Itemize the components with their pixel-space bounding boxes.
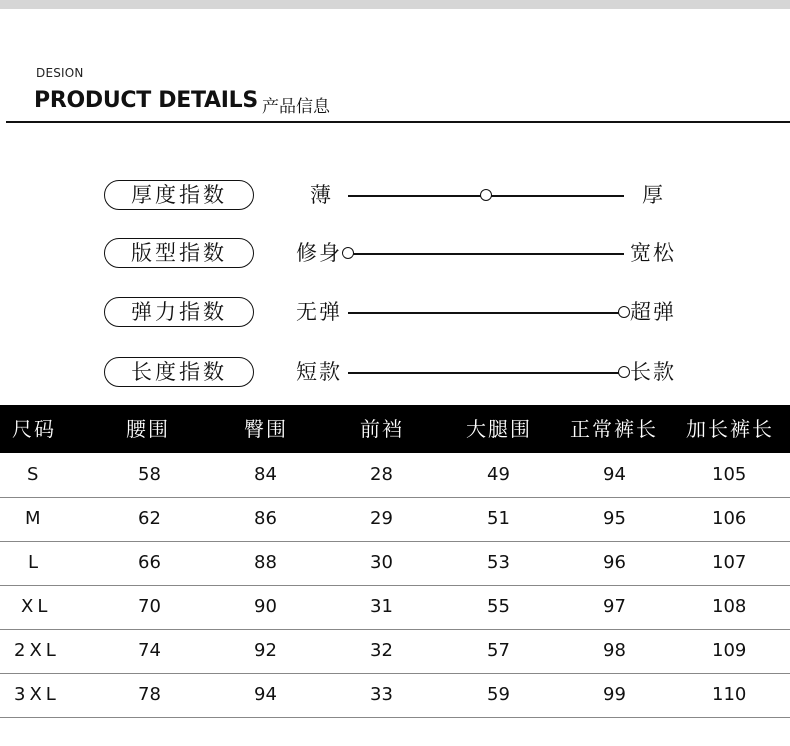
indicator-label: 弹力指数 xyxy=(104,297,254,327)
indicator-fit xyxy=(0,238,790,278)
indicator-right-label: 宽松 xyxy=(630,241,676,265)
cell-size: L xyxy=(28,552,43,573)
page-subtitle: 产品信息 xyxy=(262,97,330,117)
header-thigh: 大腿围 xyxy=(466,417,532,441)
header-regular-length: 正常裤长 xyxy=(570,417,658,441)
indicator-label: 长度指数 xyxy=(104,357,254,387)
indicator-left-label: 无弹 xyxy=(296,300,342,324)
size-table-header xyxy=(0,405,790,453)
cell-size: 3XL xyxy=(14,684,60,705)
indicator-knob xyxy=(480,189,492,201)
cell-waist: 58 xyxy=(138,464,161,485)
cell-waist: 78 xyxy=(138,684,161,705)
cell-hip: 88 xyxy=(254,552,277,573)
cell-long-length: 110 xyxy=(712,684,747,705)
cell-size: XL xyxy=(21,596,52,617)
indicator-length xyxy=(0,357,790,397)
indicator-right-label: 长款 xyxy=(630,360,676,384)
cell-thigh: 49 xyxy=(487,464,510,485)
cell-regular-length: 96 xyxy=(603,552,626,573)
cell-regular-length: 98 xyxy=(603,640,626,661)
cell-front-rise: 32 xyxy=(370,640,393,661)
indicator-label: 厚度指数 xyxy=(104,180,254,210)
table-row xyxy=(0,541,790,586)
indicator-knob xyxy=(342,247,354,259)
cell-long-length: 105 xyxy=(712,464,747,485)
indicator-left-label: 薄 xyxy=(310,183,333,207)
cell-hip: 84 xyxy=(254,464,277,485)
indicator-track xyxy=(348,253,624,255)
cell-long-length: 107 xyxy=(712,552,747,573)
indicator-label: 版型指数 xyxy=(104,238,254,268)
header-hip: 臀围 xyxy=(244,417,288,441)
cell-long-length: 108 xyxy=(712,596,747,617)
cell-front-rise: 28 xyxy=(370,464,393,485)
cell-long-length: 109 xyxy=(712,640,747,661)
cell-hip: 92 xyxy=(254,640,277,661)
indicator-elasticity xyxy=(0,297,790,337)
cell-front-rise: 33 xyxy=(370,684,393,705)
cell-thigh: 59 xyxy=(487,684,510,705)
cell-thigh: 53 xyxy=(487,552,510,573)
page-title: PRODUCT DETAILS xyxy=(34,88,258,113)
cell-size: M xyxy=(25,508,45,529)
cell-front-rise: 31 xyxy=(370,596,393,617)
header-long-length: 加长裤长 xyxy=(686,417,774,441)
cell-hip: 90 xyxy=(254,596,277,617)
cell-waist: 70 xyxy=(138,596,161,617)
table-row xyxy=(0,585,790,630)
header-front-rise: 前裆 xyxy=(360,417,404,441)
table-row xyxy=(0,453,790,498)
cell-thigh: 57 xyxy=(487,640,510,661)
indicator-knob xyxy=(618,366,630,378)
cell-regular-length: 95 xyxy=(603,508,626,529)
cell-waist: 74 xyxy=(138,640,161,661)
indicator-knob xyxy=(618,306,630,318)
header-waist: 腰围 xyxy=(126,417,170,441)
cell-front-rise: 29 xyxy=(370,508,393,529)
table-row xyxy=(0,629,790,674)
cell-waist: 62 xyxy=(138,508,161,529)
cell-thigh: 51 xyxy=(487,508,510,529)
header-size: 尺码 xyxy=(12,417,56,441)
cell-regular-length: 94 xyxy=(603,464,626,485)
cell-regular-length: 99 xyxy=(603,684,626,705)
title-divider xyxy=(6,121,790,123)
indicator-track xyxy=(348,372,624,374)
cell-size: S xyxy=(27,464,43,485)
indicator-right-label: 厚 xyxy=(642,183,665,207)
table-row xyxy=(0,497,790,542)
indicator-track xyxy=(348,312,624,314)
cell-front-rise: 30 xyxy=(370,552,393,573)
cell-regular-length: 97 xyxy=(603,596,626,617)
cell-size: 2XL xyxy=(14,640,60,661)
top-bar xyxy=(0,0,790,9)
cell-long-length: 106 xyxy=(712,508,747,529)
indicator-right-label: 超弹 xyxy=(630,300,676,324)
cell-hip: 94 xyxy=(254,684,277,705)
eyebrow-text: DESION xyxy=(36,66,84,80)
indicator-thickness xyxy=(0,180,790,220)
indicator-left-label: 短款 xyxy=(296,360,342,384)
cell-waist: 66 xyxy=(138,552,161,573)
indicator-left-label: 修身 xyxy=(296,241,342,265)
cell-hip: 86 xyxy=(254,508,277,529)
table-row xyxy=(0,673,790,718)
cell-thigh: 55 xyxy=(487,596,510,617)
